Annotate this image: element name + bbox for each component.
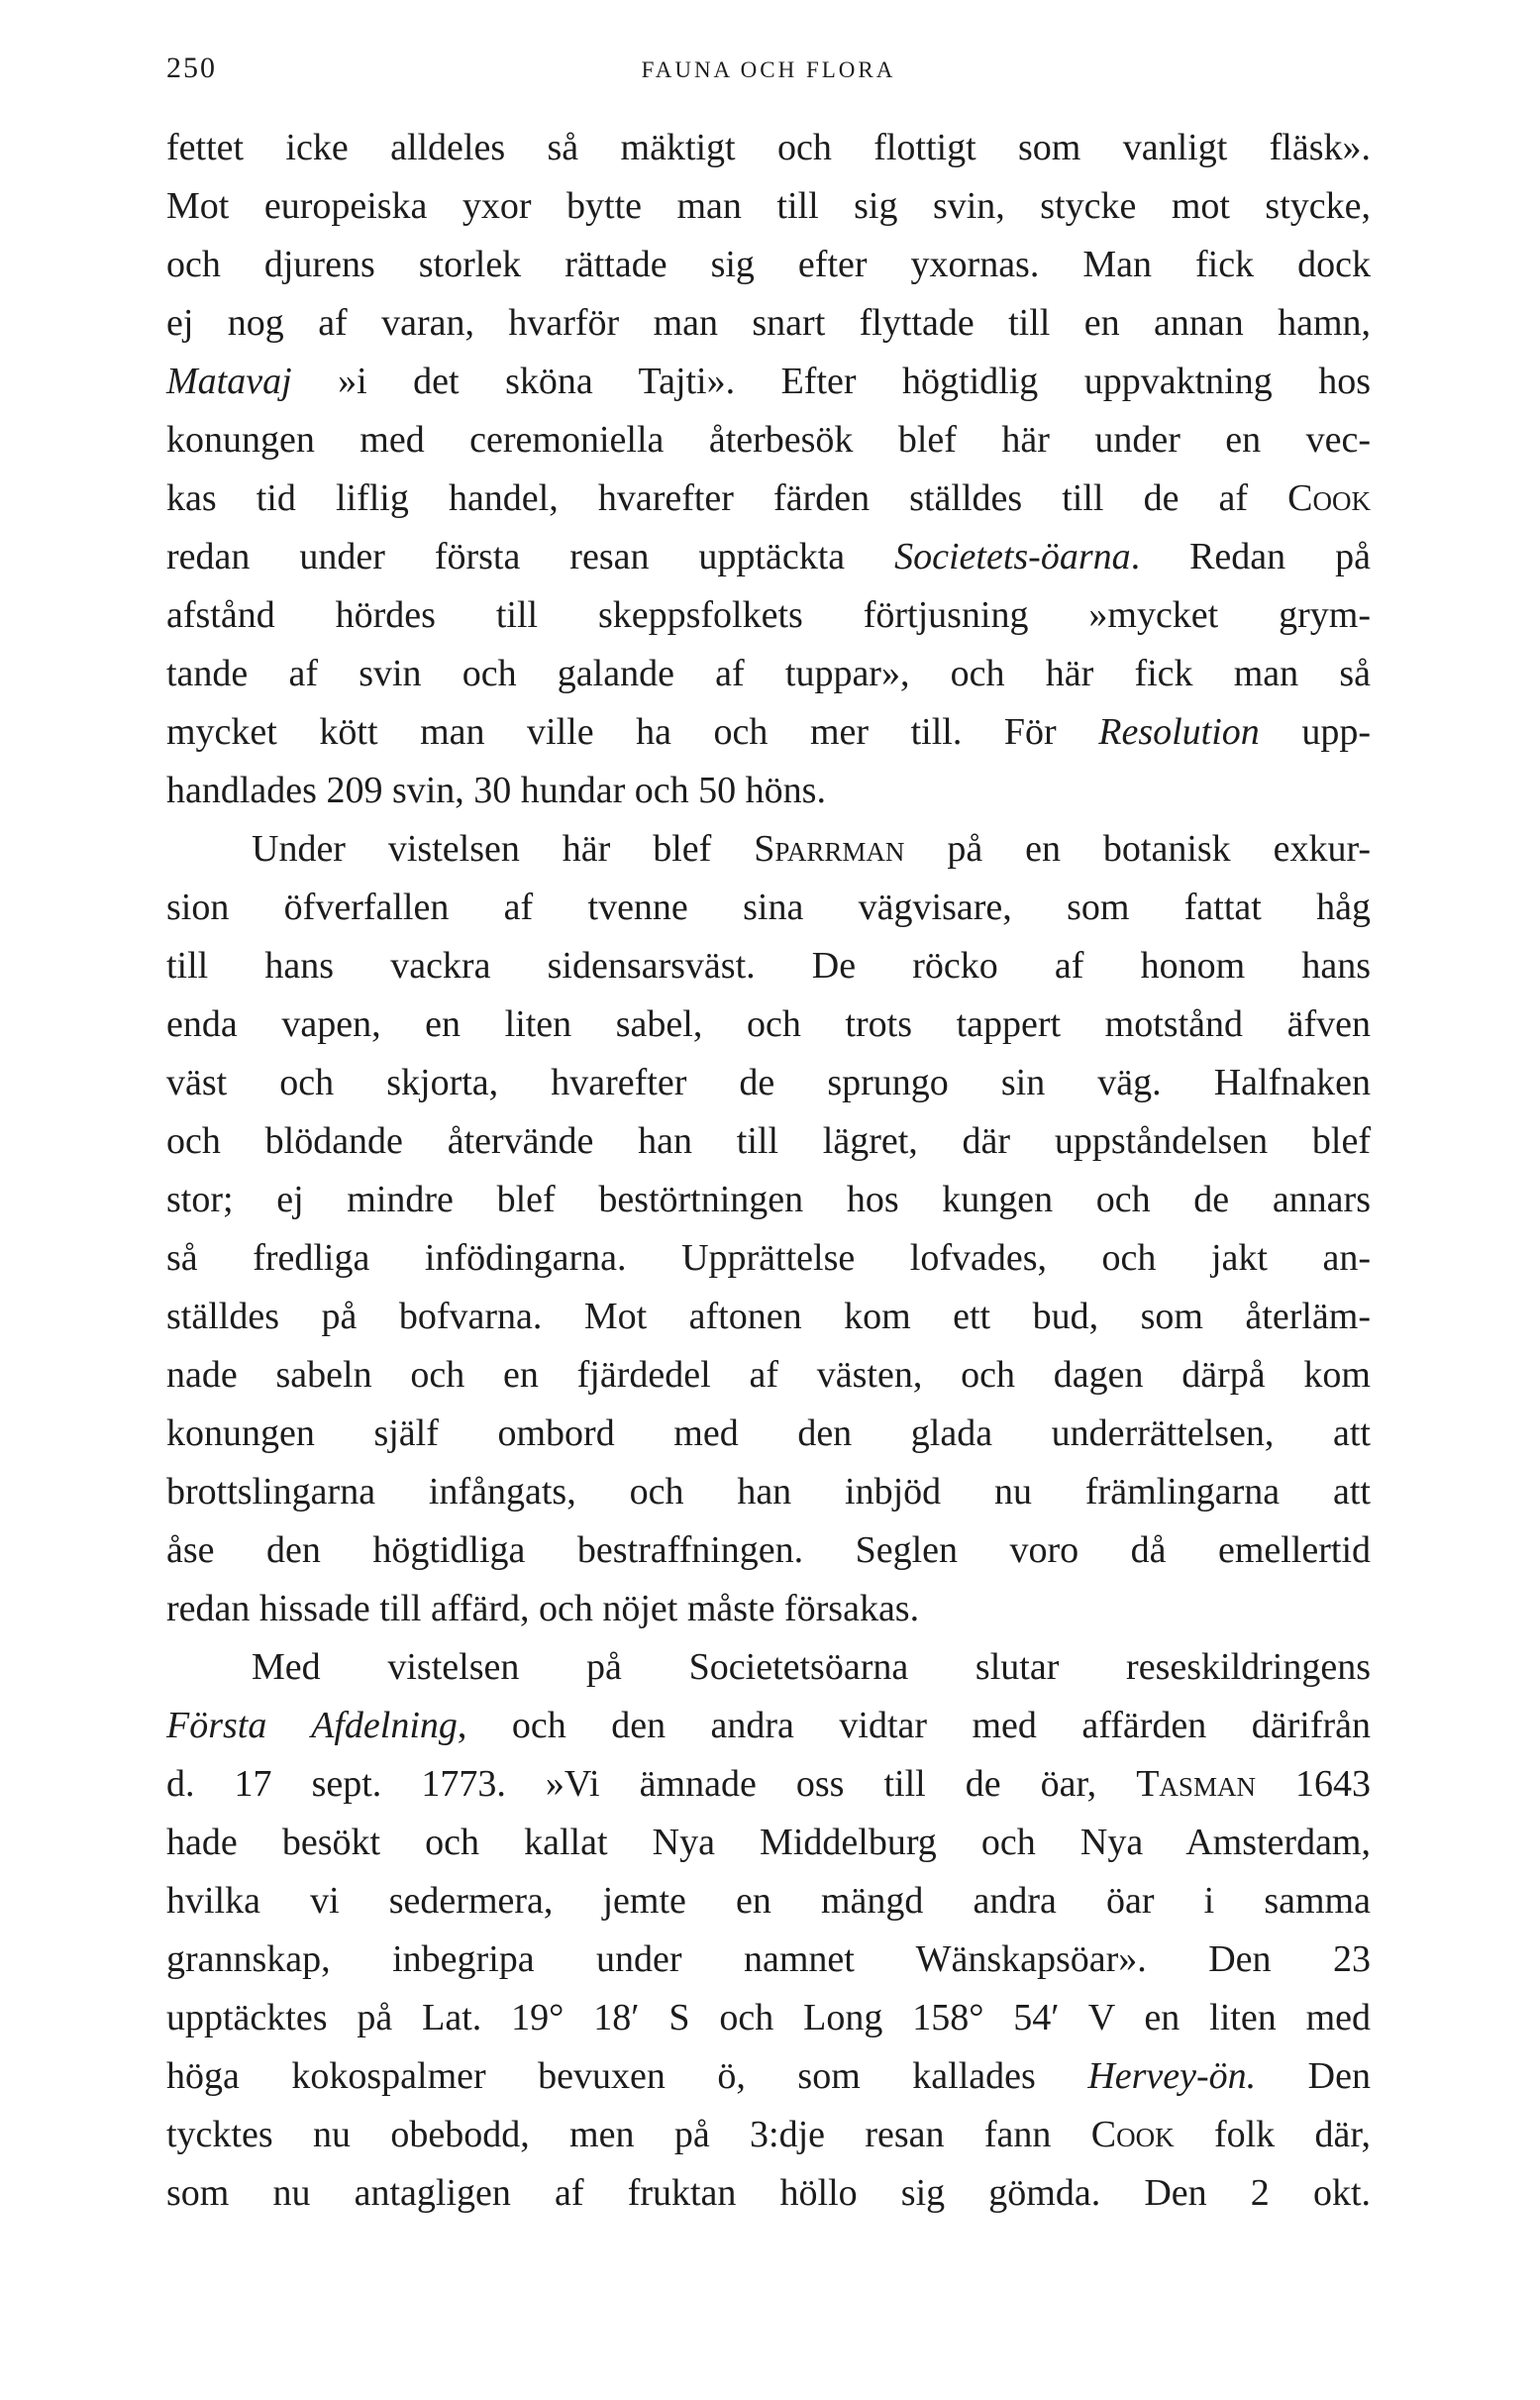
text-span: folk där, [1174,2114,1371,2155]
text-span: och blödande återvände han till lägret, där uppståndelsen blef [166,1120,1371,1162]
page-number: 250 [166,52,217,84]
text-span: redan hissade till affärd, och nöjet måste försakas. [166,1588,920,1629]
text-line [166,762,1371,820]
text-span: upptäcktes på Lat. 19° 18′ S och Long 158° 54′ V en liten med [166,1997,1371,2038]
text-span: d. 17 sept. 1773. »Vi ämnade oss till de öar, [166,1763,1137,1805]
text-span: kas tid liflig handel, hvarefter färden ställdes till de af [166,477,1288,519]
text-body [166,119,1371,2223]
italic-text: Första Afdelning [166,1705,458,1746]
text-line [166,703,1371,762]
text-line [166,1229,1371,1288]
text-line [166,879,1371,937]
text-span: mycket kött man ville ha och mer till. För [166,711,1099,753]
text-span: handlades 209 svin, 30 hundar och 50 höns. [166,770,826,811]
text-span: åse den högtidliga bestraffningen. Seglen voro då emellertid [166,1529,1371,1571]
text-span: fettet icke alldeles så mäktigt och flottigt som vanligt fläsk». [166,127,1371,168]
small-caps-name: Cook [1287,477,1371,519]
text-line [166,820,1371,879]
text-span: »i det sköna Tajti». Efter högtidlig uppvaktning hos [291,361,1371,402]
text-line [166,2164,1371,2223]
text-line [166,1054,1371,1112]
text-span: som nu antagligen af fruktan höllo sig gömda. Den 2 okt. [166,2172,1371,2214]
text-span: tande af svin och galande af tuppar», och här fick man så [166,653,1371,694]
text-line [166,1930,1371,1989]
text-span: tycktes nu obebodd, men på 3:dje resan fann [166,2114,1091,2155]
text-span: ställdes på bofvarna. Mot aftonen kom ett bud, som återläm- [166,1296,1371,1337]
text-line [166,1814,1371,1872]
text-span: stor; ej mindre blef bestörtningen hos kungen och de annars [166,1179,1371,1220]
italic-text: Hervey-ön. [1087,2055,1257,2097]
text-span: afstånd hördes till skeppsfolkets förtjusning »mycket grym- [166,594,1371,636]
text-span: och djurens storlek rättade sig efter yxornas. Man fick dock [166,244,1371,285]
text-span: ej nog af varan, hvarför man snart flyttade till en annan hamn, [166,302,1371,344]
text-span: Under vistelsen här blef [252,828,755,870]
text-line [166,586,1371,645]
text-line [166,1112,1371,1171]
italic-text: Resolution [1098,711,1260,753]
text-line [166,1872,1371,1930]
text-line [166,294,1371,353]
italic-text: Matavaj [166,361,292,402]
small-caps-name: Tasman [1136,1763,1256,1805]
text-span: hade besökt och kallat Nya Middelburg och Nya Amsterdam, [166,1822,1371,1863]
text-line [166,1755,1371,1814]
text-span: Mot europeiska yxor bytte man till sig svin, stycke mot stycke, [166,185,1371,227]
text-span: sion öfverfallen af tvenne sina vägvisare, som fattat håg [166,887,1371,928]
text-line [166,1521,1371,1580]
text-span: Med vistelsen på Societetsöarna slutar reseskildringens [252,1646,1371,1688]
text-line [166,119,1371,177]
text-line [166,353,1371,411]
text-span: brottslingarna infångats, och han inbjöd nu främlingarna att [166,1471,1371,1513]
text-line [166,1697,1371,1755]
text-span: hvilka vi sedermera, jemte en mängd andra öar i samma [166,1880,1371,1922]
text-span: konungen med ceremoniella återbesök blef här under en vec- [166,419,1371,461]
text-span: , och den andra vidtar med affärden därifrån [457,1705,1371,1746]
text-span: 1643 [1255,1763,1371,1805]
text-span: upp- [1259,711,1371,753]
text-line [166,528,1371,586]
text-line [166,1346,1371,1405]
text-line [166,2106,1371,2164]
text-line [166,1638,1371,1697]
text-span: så fredliga infödingarna. Upprättelse lofvades, och jakt an- [166,1237,1371,1279]
text-line [166,1171,1371,1229]
text-line [166,1288,1371,1346]
text-line [166,411,1371,470]
text-line [166,236,1371,294]
page-header [166,52,1371,91]
small-caps-name: Cook [1090,2114,1175,2155]
text-line [166,995,1371,1054]
text-span: . Redan på [1130,536,1371,577]
text-span: på en botanisk exkur- [904,828,1372,870]
text-span: väst och skjorta, hvarefter de sprungo sin väg. Halfnaken [166,1062,1371,1103]
text-line [166,2047,1371,2106]
text-span: Den [1256,2055,1371,2097]
text-span: höga kokospalmer bevuxen ö, som kallades [166,2055,1088,2097]
text-line [166,937,1371,995]
text-span: enda vapen, en liten sabel, och trots tappert motstånd äfven [166,1003,1371,1045]
italic-text: Societets-öarna [894,536,1131,577]
text-span: konungen själf ombord med den glada underrättelsen, att [166,1412,1371,1454]
text-line [166,470,1371,528]
text-span: redan under första resan upptäckta [166,536,895,577]
text-line [166,645,1371,703]
running-title: FAUNA OCH FLORA [641,57,896,82]
text-span: till hans vackra sidensarsväst. De röcko af honom hans [166,945,1371,987]
text-span: nade sabeln och en fjärdedel af västen, och dagen därpå kom [166,1354,1371,1396]
text-line [166,1463,1371,1521]
text-line [166,1580,1371,1638]
small-caps-name: Sparrman [754,828,905,870]
text-line [166,177,1371,236]
text-line [166,1405,1371,1463]
text-line [166,1989,1371,2047]
text-span: grannskap, inbegripa under namnet Wänskapsöar». Den 23 [166,1938,1371,1980]
